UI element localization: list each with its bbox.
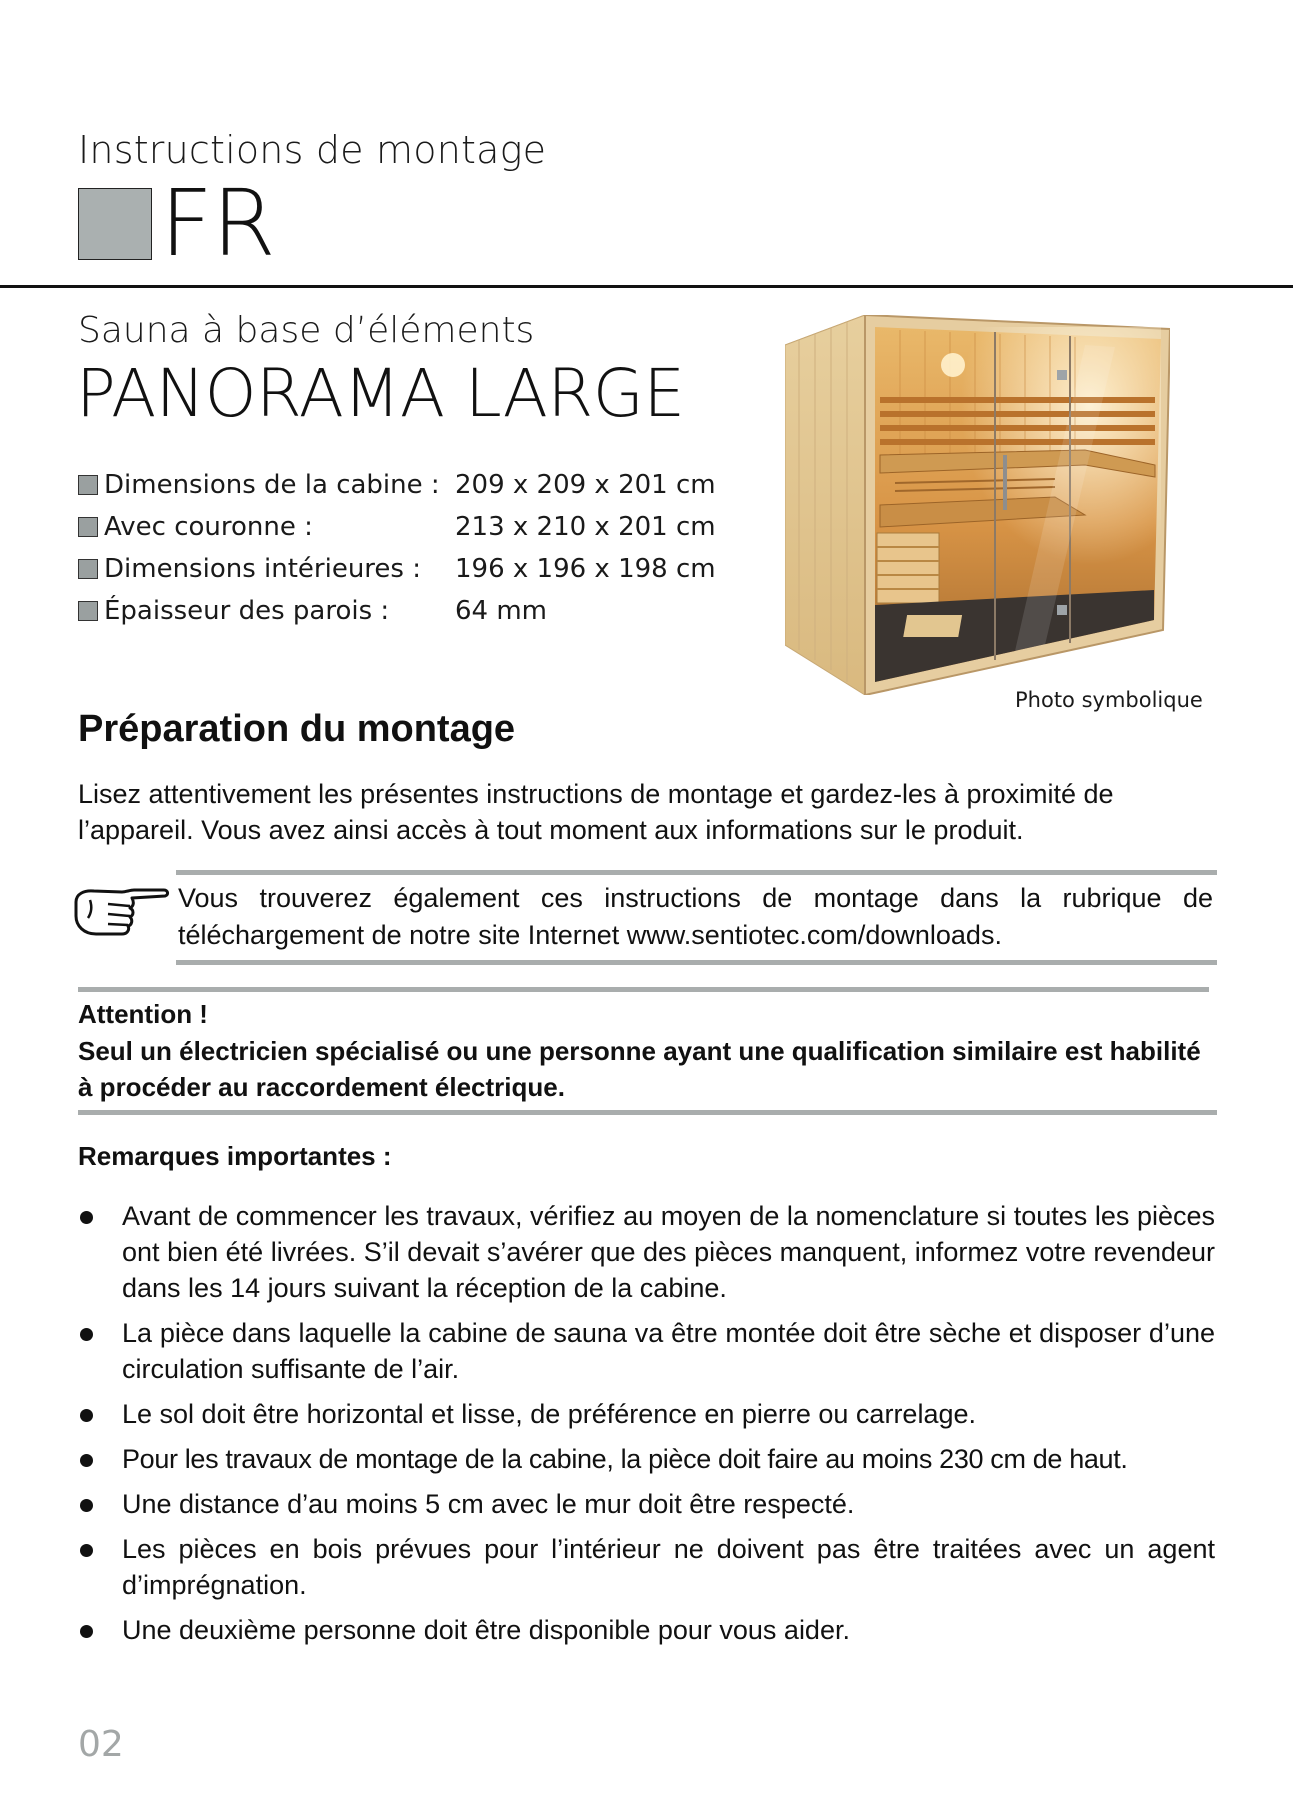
bullet-dot-icon [80,1625,93,1638]
warning-top-rule [78,987,1209,992]
intro-paragraph: Lisez attentivement les présentes instructions de montage et gardez-les à proximité de l’appareil. Vous avez ainsi accès à tout moment aux informations sur le produit. [78,779,1114,845]
note-top-rule [176,870,1217,875]
bullet-dot-icon [80,1409,93,1422]
square-bullet-icon [78,475,98,495]
page-number: 02 [78,1724,124,1765]
language-code: FR [160,170,275,277]
header-divider [0,285,1293,288]
list-item: Les pièces en bois prévues pour l’intérieur ne doivent pas être traitées avec un agent d’imprégnation. [78,1531,1215,1603]
note-bottom-rule [176,960,1217,965]
spec-label: Avec couronne : [104,512,313,542]
list-item: Une distance d’au moins 5 cm avec le mur doit être respecté. [78,1486,1215,1522]
product-name: PANORAMA LARGE [76,355,685,432]
spec-row [78,506,716,548]
photo-caption: Photo symbolique [1015,688,1203,712]
note-text: Vous trouverez également ces instructions de montage dans la rubrique de téléchargement de notre site Internet www.sentiotec.com/downloads. [178,883,1213,950]
section-title: Préparation du montage [78,708,516,750]
spec-value: 64 mm [455,596,548,626]
language-marker-box [78,188,152,260]
list-item: La pièce dans laquelle la cabine de sauna va être montée doit être sèche et disposer d’une circulation suffisante de l’air. [78,1315,1215,1387]
list-item: Avant de commencer les travaux, vérifiez au moyen de la nomenclature si toutes les pièces ont bien été livrées. S’il devait s’avérer que des pièces manquent, informez votre revendeur dans les 14 jours suivant la réception de la cabine. [78,1198,1215,1306]
spec-label: Dimensions intérieures : [104,554,421,584]
spec-value: 209 x 209 x 201 cm [455,470,716,500]
warning-bottom-rule [78,1110,1217,1115]
spec-row [78,590,548,632]
document-header-title: Instructions de montage [78,128,547,172]
list-item: Pour les travaux de montage de la cabine, la pièce doit faire au moins 230 cm de haut. [78,1441,1215,1477]
square-bullet-icon [78,601,98,621]
spec-label: Dimensions de la cabine : [104,470,440,500]
bullet-dot-icon [80,1499,93,1512]
bullet-dot-icon [80,1328,93,1341]
square-bullet-icon [78,517,98,537]
list-item: Une deuxième personne doit être disponible pour vous aider. [78,1612,1215,1648]
square-bullet-icon [78,559,98,579]
bullet-dot-icon [80,1454,93,1467]
remarks-list [78,1198,1215,1657]
warning-body: Seul un électricien spécialisé ou une personne ayant une qualification similaire est habilité à procéder au raccordement électrique. [78,1036,1201,1102]
pointing-hand-icon [72,882,170,940]
spec-row [78,548,716,590]
spec-label: Épaisseur des parois : [104,596,390,626]
product-subtitle: Sauna à base d’éléments [78,310,535,351]
list-item: Le sol doit être horizontal et lisse, de préférence en pierre ou carrelage. [78,1396,1215,1432]
spec-value: 213 x 210 x 201 cm [455,512,716,542]
bullet-dot-icon [80,1211,93,1224]
bullet-dot-icon [80,1544,93,1557]
spec-value: 196 x 196 x 198 cm [455,554,716,584]
sauna-product-photo [785,315,1170,695]
warning-title: Attention ! [78,999,208,1029]
remarks-title: Remarques importantes : [78,1141,392,1171]
spec-row [78,464,716,506]
